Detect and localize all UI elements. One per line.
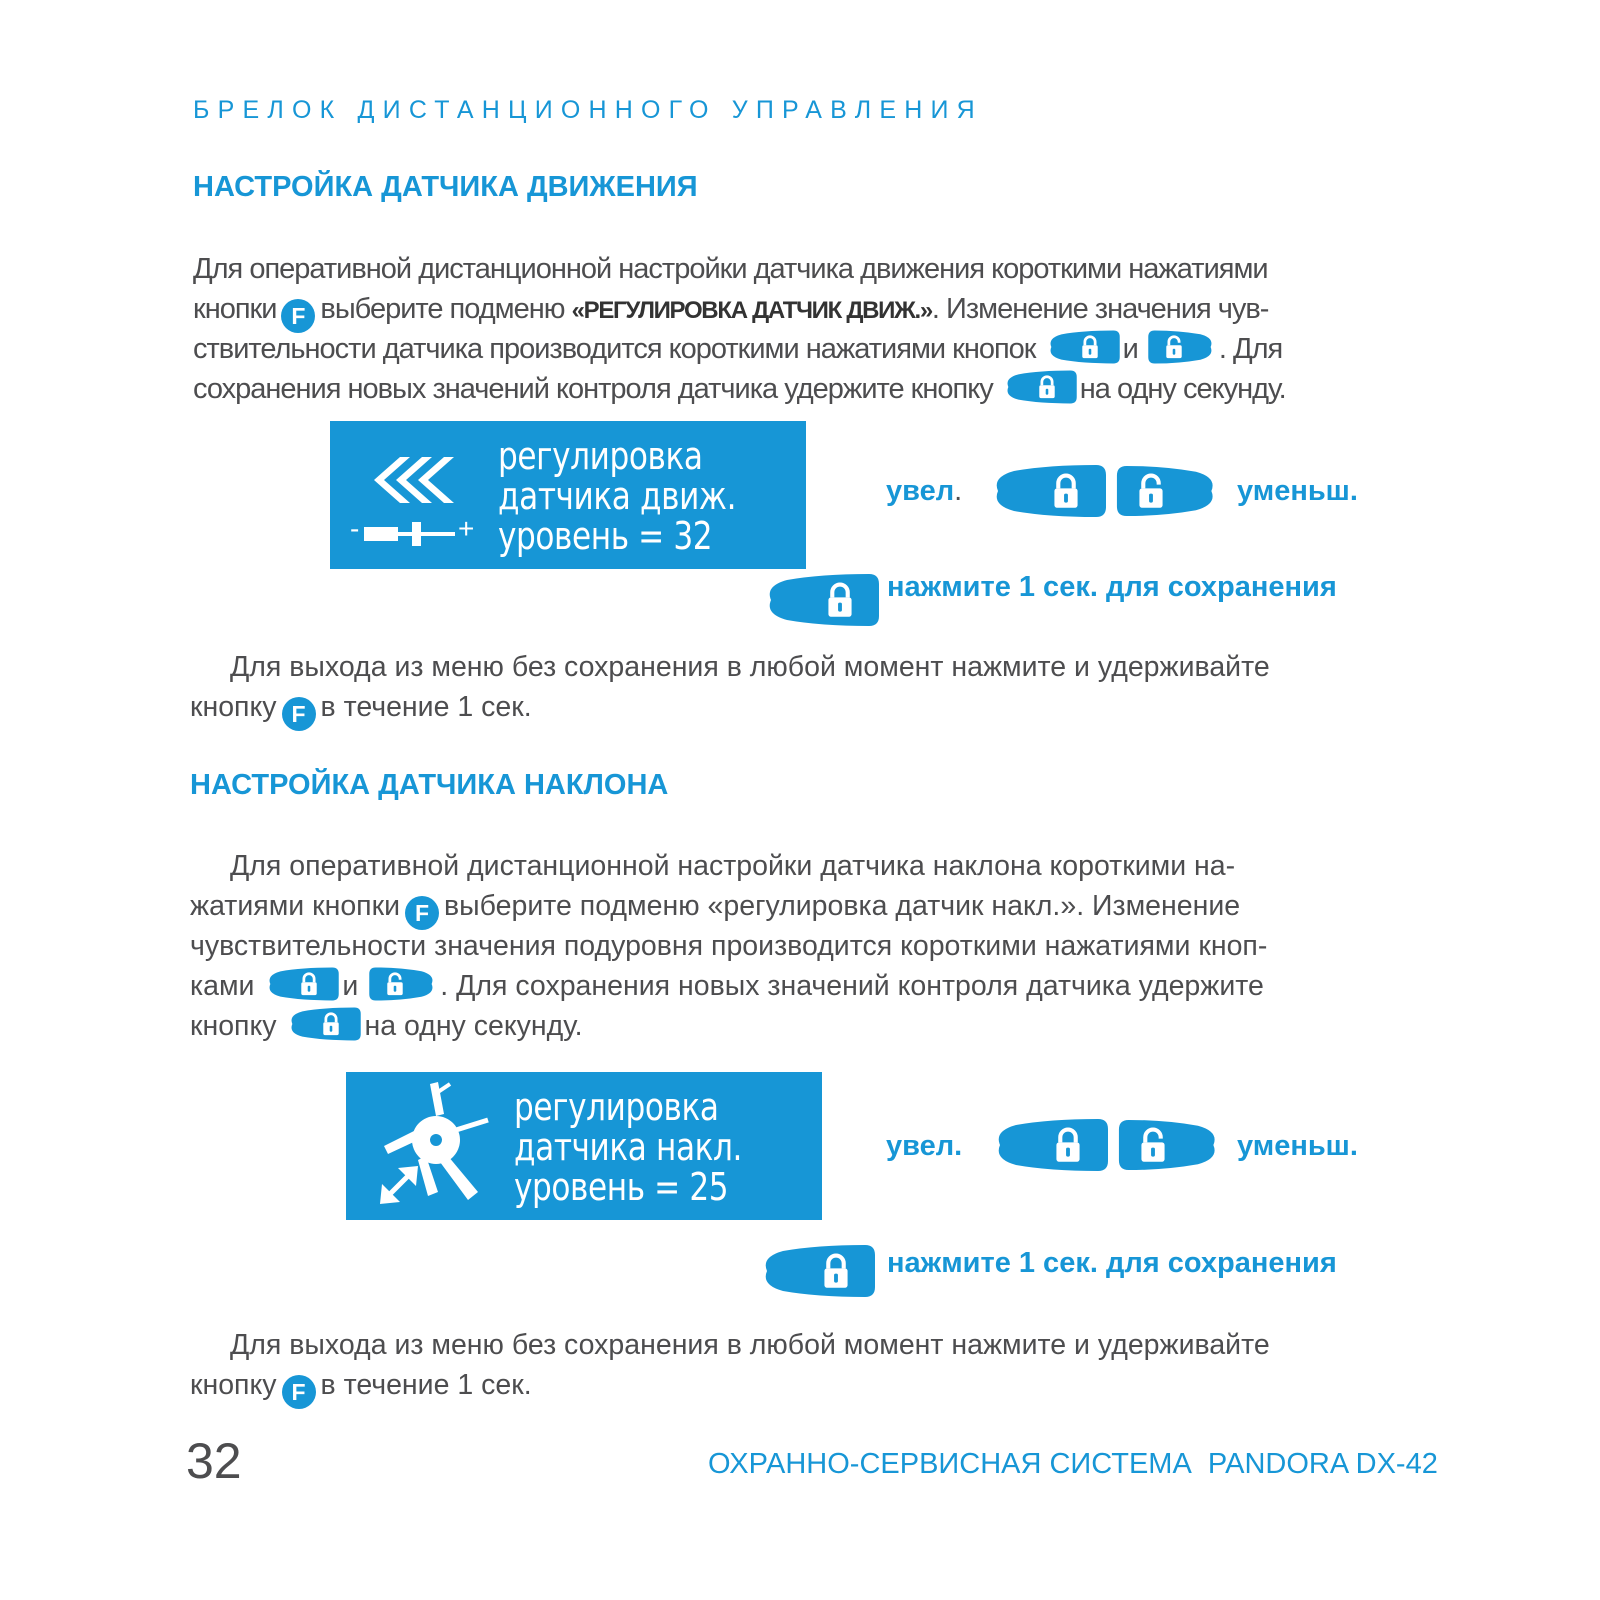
lock-button[interactable]: [988, 463, 1108, 519]
lock-button-icon: [286, 1006, 362, 1042]
lcd-screen-tilt: [346, 1072, 822, 1220]
text-line: ками и . Для сохранения новых значений контроля датчика удержите: [190, 966, 1264, 1006]
motion-chevrons-icon: [370, 455, 460, 505]
footer-product: ОХРАННО-СЕРВИСНАЯ СИСТЕМА PANDORA DX-42: [708, 1448, 1438, 1480]
tilt-sensor-icon: [376, 1080, 496, 1210]
submenu-name: «РЕГУЛИРОВКА ДАТЧИК ДВИЖ.»: [571, 297, 932, 324]
text-line: Для выхода из меню без сохранения в любой момент нажмите и удерживайте: [230, 651, 1270, 683]
lock-button-save[interactable]: [760, 572, 882, 628]
lcd-line-3: уровень = 32: [498, 514, 713, 558]
lcd-screen-motion: [330, 421, 806, 569]
unlock-button[interactable]: [1115, 463, 1221, 519]
unlock-button-icon: [1147, 329, 1217, 365]
decrease-label: уменьш.: [1237, 1130, 1358, 1162]
lock-button-icon: [264, 966, 340, 1002]
text-line: Для оперативной дистанционной настройки датчика движения короткими нажатиями: [193, 253, 1268, 285]
increase-label: увел.: [886, 475, 963, 507]
section-title-motion: НАСТРОЙКА ДАТЧИКА ДВИЖЕНИЯ: [193, 171, 698, 203]
text-line: Для оперативной дистанционной настройки датчика наклона короткими на-: [230, 850, 1236, 882]
f-button-icon: F: [405, 896, 439, 930]
lcd-line-1: регулировка: [498, 434, 703, 478]
text-line: сохранения новых значений контроля датчика удержите кнопку на одну секунду.: [193, 369, 1286, 409]
save-hint: нажмите 1 сек. для сохранения: [887, 571, 1337, 603]
text-line: ствительности датчика производится короткими нажатиями кнопок и . Для: [193, 329, 1282, 369]
lock-button[interactable]: [990, 1117, 1110, 1173]
text-line: кнопку F в течение 1 сек.: [190, 687, 532, 731]
lock-button-save[interactable]: [756, 1243, 878, 1299]
save-hint: нажмите 1 сек. для сохранения: [887, 1247, 1337, 1279]
lock-button-icon: [1045, 329, 1121, 365]
unlock-button[interactable]: [1117, 1117, 1223, 1173]
text-line: жатиями кнопки F выберите подменю «регулировка датчик накл.». Изменение: [190, 886, 1240, 930]
text-line: кнопки F выберите подменю «РЕГУЛИРОВКА ДАТЧИК ДВИЖ.». Изменение значения чув-: [193, 289, 1268, 333]
running-header: БРЕЛОК ДИСТАНЦИОННОГО УПРАВЛЕНИЯ: [193, 96, 983, 124]
lock-button-icon: [1002, 369, 1078, 405]
f-button-icon: F: [281, 299, 315, 333]
section-title-tilt: НАСТРОЙКА ДАТЧИКА НАКЛОНА: [190, 769, 669, 801]
unlock-button-icon: [368, 966, 438, 1002]
text-line: Для выхода из меню без сохранения в любой момент нажмите и удерживайте: [230, 1329, 1270, 1361]
lcd-line-3: уровень = 25: [514, 1165, 729, 1209]
lcd-line-2: датчика накл.: [514, 1125, 743, 1169]
f-button-icon: F: [282, 697, 316, 731]
page-number: 32: [186, 1433, 242, 1489]
decrease-label: уменьш.: [1237, 475, 1358, 507]
increase-label: увел.: [886, 1130, 963, 1162]
lcd-line-2: датчика движ.: [498, 474, 737, 518]
text-line: кнопку F в течение 1 сек.: [190, 1365, 532, 1409]
text-line: чувствительности значения подуровня производится короткими нажатиями кноп-: [190, 930, 1268, 962]
text-line: кнопку на одну секунду.: [190, 1006, 583, 1046]
sensitivity-scale-icon: - +: [350, 513, 475, 544]
f-button-icon: F: [282, 1375, 316, 1409]
lcd-line-1: регулировка: [514, 1085, 719, 1129]
